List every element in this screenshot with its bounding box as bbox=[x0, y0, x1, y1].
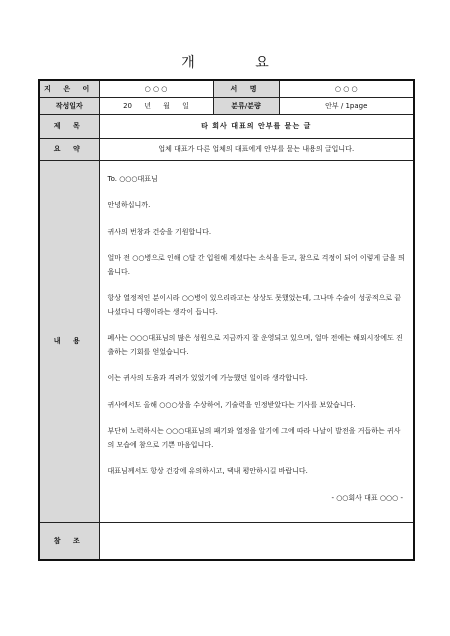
letter-signature: - ○○회사 대표 ○○○ - bbox=[331, 493, 403, 502]
letter-paragraph: 항상 열정적인 분이시라 ○○병이 있으리라고는 상상도 못했었는데, 그나마 수술이 성공적으로 끝나셨다니 다행이라는 생각이 듭니다. bbox=[107, 294, 402, 316]
subject-label: 제 목 bbox=[39, 114, 99, 138]
summary-label: 요 약 bbox=[39, 138, 99, 160]
category-label: 분류/분량 bbox=[213, 97, 279, 114]
letter-paragraph: 귀사의 번창과 건승을 기원합니다. bbox=[107, 227, 212, 236]
letter-paragraph: 이는 귀사의 도움과 격려가 있었기에 가능했던 일이라 생각합니다. bbox=[107, 374, 308, 382]
author-label: 지 은 이 bbox=[39, 80, 99, 97]
author-value[interactable]: ○ ○ ○ bbox=[99, 80, 213, 97]
letter-paragraph: 대표님께서도 항상 건강에 유의하시고, 댁내 평안하시길 바랍니다. bbox=[107, 467, 308, 475]
letter-body[interactable] bbox=[99, 160, 414, 522]
writer-value[interactable]: ○ ○ ○ bbox=[279, 80, 414, 97]
subject-value[interactable]: 타 회사 대표의 안부를 묻는 글 bbox=[99, 114, 414, 138]
letter-paragraph: 안녕하십니까. bbox=[107, 201, 151, 209]
reference-value[interactable] bbox=[99, 522, 414, 560]
document-title: 개 요 bbox=[181, 55, 297, 71]
letter-paragraph: 귀사에서도 올해 ○○○상을 수상하여, 기술력을 인정받았다는 기사를 보았습니다. bbox=[107, 400, 356, 409]
writer-label: 서 명 bbox=[213, 80, 279, 97]
reference-label: 참 조 bbox=[39, 522, 99, 560]
date-label: 작성일자 bbox=[39, 97, 99, 114]
letter-recipient: To. ○○○대표님 bbox=[107, 174, 158, 183]
category-value[interactable]: 안부 / 1page bbox=[279, 97, 414, 114]
content-label: 내 용 bbox=[39, 160, 99, 522]
letter-paragraph: 얼마 전 ○○병으로 인해 ○달 간 입원해 계셨다는 소식을 듣고, 참으로 걱정이 되어 이렇게 글을 띄웁니다. bbox=[107, 254, 405, 276]
date-value[interactable]: 20 년 월 일 bbox=[99, 97, 213, 114]
letter-paragraph: 부단히 노력하시는 ○○○대표님의 패기와 열정을 알기에 그에 따라 나날이 발전을 거듭하는 귀사의 모습에 참으로 기쁜 마음입니다. bbox=[107, 427, 401, 449]
letter-paragraph: 폐사는 ○○○대표님의 많은 성원으로 지금까지 잘 운영되고 있으며, 얼마 전에는 해외시장에도 진출하는 기회를 얻었습니다. bbox=[107, 334, 403, 356]
summary-value[interactable]: 업체 대표가 다른 업체의 대표에게 안부를 묻는 내용의 글입니다. bbox=[99, 138, 414, 160]
summary-form-table bbox=[38, 79, 415, 561]
